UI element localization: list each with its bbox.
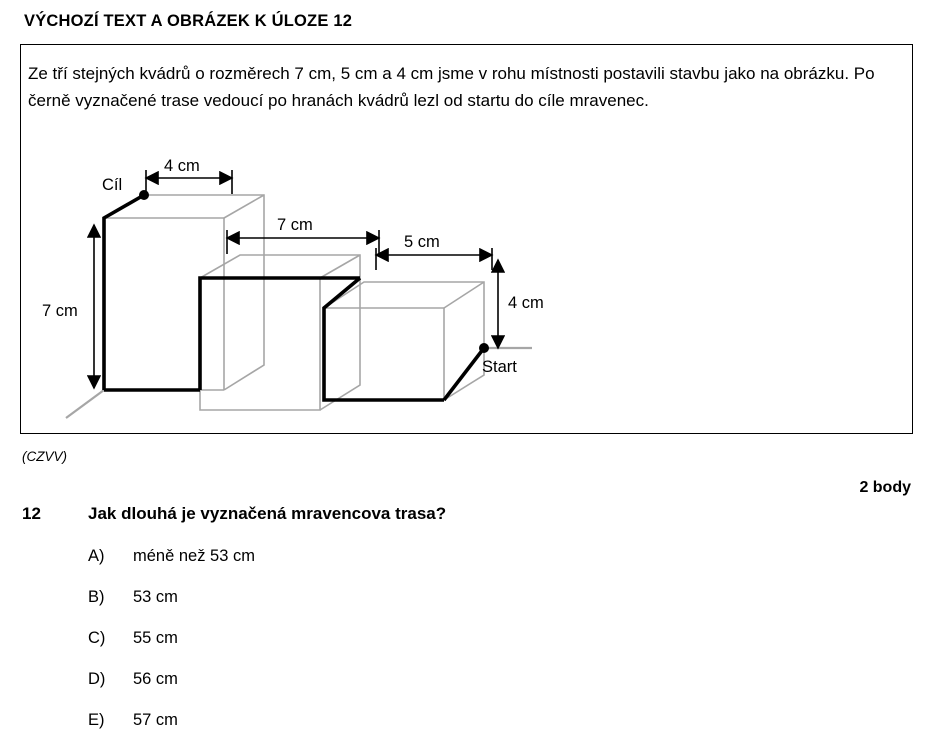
- cil-endpoint-dot: [139, 190, 149, 200]
- label-cil: Cíl: [102, 176, 123, 194]
- option-b-text: 53 cm: [133, 588, 178, 606]
- points-badge: 2 body: [859, 479, 911, 496]
- option-d-letter: D): [88, 670, 106, 688]
- option-a-letter: A): [88, 547, 105, 565]
- option-a-text: méně než 53 cm: [133, 547, 255, 565]
- option-d-text: 56 cm: [133, 670, 178, 688]
- source-attribution: (CZVV): [22, 449, 67, 464]
- label-dim-4cm-right: 4 cm: [508, 294, 544, 312]
- start-endpoint-dot: [479, 343, 489, 353]
- option-c-letter: C): [88, 629, 106, 647]
- question-number: 12: [22, 504, 41, 523]
- figure-svg: [24, 150, 904, 430]
- option-c-text: 55 cm: [133, 629, 178, 647]
- stimulus-text: Ze tří stejných kvádrů o rozměrech 7 cm, 5 cm a 4 cm jsme v rohu místnosti postavili stavbu jako na obrázku. Po černě vyznačené trase vedoucí po hranách kvádrů lezl od startu do cíle mravenec.: [28, 64, 875, 110]
- corner-guides: [66, 348, 532, 418]
- label-dim-7cm-left: 7 cm: [42, 302, 78, 320]
- label-dim-5cm-top: 5 cm: [404, 233, 440, 251]
- option-b-letter: B): [88, 588, 105, 606]
- option-e-text: 57 cm: [133, 711, 178, 729]
- option-e-letter: E): [88, 711, 105, 729]
- page-title: VÝCHOZÍ TEXT A OBRÁZEK K ÚLOZE 12: [24, 12, 353, 30]
- label-dim-7cm-top: 7 cm: [277, 216, 313, 234]
- question-text: Jak dlouhá je vyznačená mravencova trasa?: [88, 504, 447, 523]
- label-dim-4cm-top: 4 cm: [164, 157, 200, 175]
- label-start: Start: [482, 358, 517, 376]
- figure-diagram: [24, 150, 904, 430]
